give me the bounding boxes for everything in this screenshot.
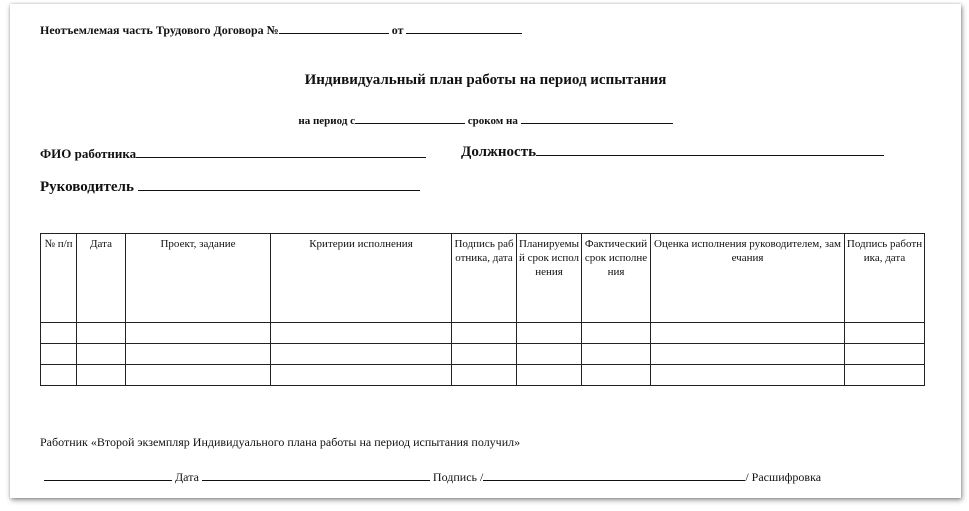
- from-label: от: [391, 23, 404, 37]
- table-cell[interactable]: [77, 365, 126, 386]
- table-cell[interactable]: [41, 365, 77, 386]
- col-header-date: Дата: [77, 234, 126, 323]
- receipt-statement: Работник «Второй экземпляр Индивидуального плана работы на период испытания получил»: [40, 435, 521, 449]
- table-cell[interactable]: [452, 365, 517, 386]
- table-cell[interactable]: [582, 323, 651, 344]
- page-title: Индивидуальный план работы на период испытания: [304, 72, 667, 88]
- period-prefix: на период с: [298, 115, 356, 127]
- table-row: [41, 323, 925, 344]
- table-cell[interactable]: [452, 323, 517, 344]
- col-header-criteria: Критерии исполнения: [271, 234, 452, 323]
- table-cell[interactable]: [126, 344, 271, 365]
- table-cell[interactable]: [271, 344, 452, 365]
- table-cell[interactable]: [517, 323, 582, 344]
- col-header-employee-signature-date: Подпись работника, дата: [845, 234, 925, 323]
- table-cell[interactable]: [271, 323, 452, 344]
- table-cell[interactable]: [651, 365, 845, 386]
- contract-date-blank[interactable]: [406, 21, 522, 34]
- signature-line: [44, 468, 821, 485]
- col-header-planned-term: Планируемый срок исполнения: [517, 234, 582, 323]
- signature-label: Подпись /: [432, 470, 484, 484]
- table-row: [41, 365, 925, 386]
- table-header-row: [41, 234, 925, 323]
- period-line: [10, 111, 961, 127]
- col-header-project: Проект, задание: [126, 234, 271, 323]
- contract-reference-line: [40, 21, 522, 38]
- table-row: [41, 344, 925, 365]
- position-label: Должность: [461, 144, 537, 160]
- col-header-employee-signature: Подпись работника, дата: [452, 234, 517, 323]
- decoding-label: / Расшифровка: [745, 470, 822, 484]
- table-cell[interactable]: [517, 344, 582, 365]
- fio-line: [40, 145, 426, 162]
- table-cell[interactable]: [845, 344, 925, 365]
- date-blank[interactable]: [202, 468, 430, 481]
- table-cell[interactable]: [845, 323, 925, 344]
- document-page: [10, 4, 961, 498]
- table-cell[interactable]: [582, 365, 651, 386]
- probation-plan-table: [40, 233, 925, 386]
- term-label: сроком на: [467, 115, 518, 127]
- fio-blank[interactable]: [136, 145, 426, 158]
- contract-label: Неотъемлемая часть Трудового Договора №: [40, 23, 279, 37]
- table-cell[interactable]: [77, 323, 126, 344]
- table-cell[interactable]: [452, 344, 517, 365]
- table-cell[interactable]: [582, 344, 651, 365]
- table-cell[interactable]: [126, 323, 271, 344]
- table-cell[interactable]: [651, 344, 845, 365]
- table-cell[interactable]: [126, 365, 271, 386]
- manager-line: [40, 178, 420, 196]
- table-cell[interactable]: [41, 344, 77, 365]
- signature-blank[interactable]: [483, 468, 745, 481]
- period-start-blank[interactable]: [355, 111, 465, 124]
- table-cell[interactable]: [271, 365, 452, 386]
- manager-blank[interactable]: [138, 178, 420, 191]
- table-cell[interactable]: [517, 365, 582, 386]
- col-header-number: № п/п: [41, 234, 77, 323]
- term-blank[interactable]: [521, 111, 673, 124]
- table-cell[interactable]: [651, 323, 845, 344]
- table-cell[interactable]: [77, 344, 126, 365]
- employee-name-blank[interactable]: [44, 468, 172, 481]
- col-header-evaluation: Оценка исполнения руководителем, замечания: [651, 234, 845, 323]
- position-blank[interactable]: [536, 143, 884, 156]
- table-cell[interactable]: [845, 365, 925, 386]
- contract-number-blank[interactable]: [279, 21, 389, 34]
- table-cell[interactable]: [41, 323, 77, 344]
- date-label: Дата: [175, 470, 199, 484]
- fio-label: ФИО работника: [40, 146, 137, 161]
- col-header-actual-term: Фактический срок исполнения: [582, 234, 651, 323]
- position-line: [461, 143, 884, 161]
- manager-label: Руководитель: [40, 179, 134, 195]
